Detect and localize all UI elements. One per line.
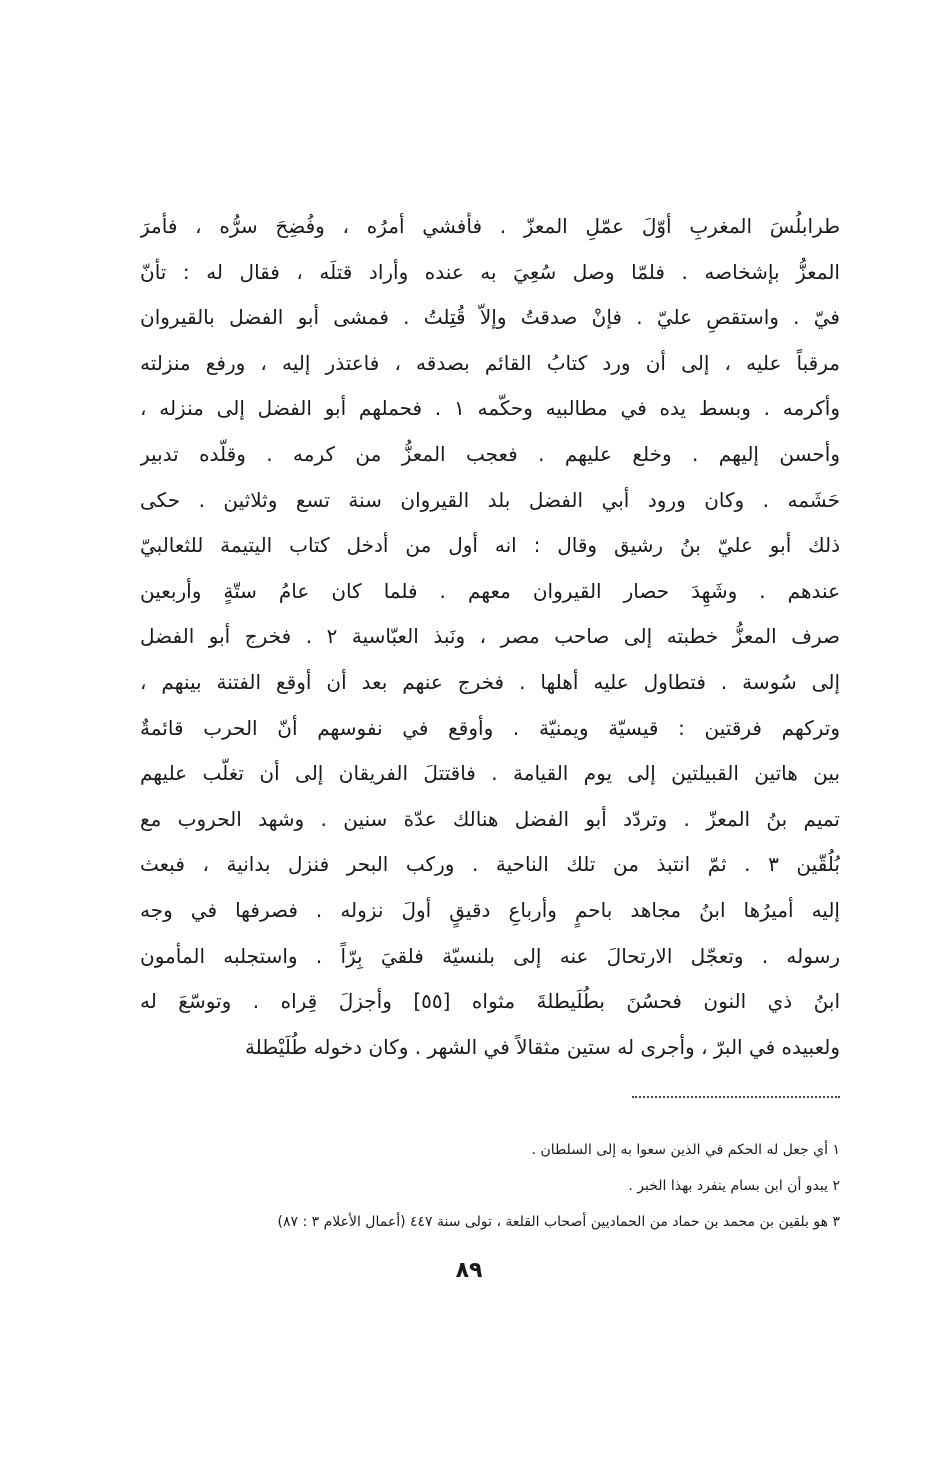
text-line: ابنُ ذي النون فحسُنَ بطُلَيطلةَ مثواه [٥٥] وأجزلَ قِراه . وتوسّعَ له — [140, 989, 840, 1014]
footnotes — [140, 1132, 840, 1240]
text-line: صرف المعزُّ خطبته إلى صاحب مصر ، ونَبذ العبّاسية ٢ . فخرج أبو الفضل — [140, 624, 840, 649]
text-line: وأحسن إليهم . وخلع عليهم . فعجب المعزُّ من كرمه . وقلّده تدبير — [140, 441, 840, 466]
text-line: رسوله . وتعجّل الارتحالَ عنه إلى بلنسيّة فلقيَ بِرّاً . واستجلبه المأمون — [140, 943, 840, 968]
text-line: حَشَمه . وكان ورود أبي الفضل بلد القيروان سنة تسع وثلاثين . حكى — [140, 487, 840, 512]
text-line: ذلك أبو عليّ بنُ رشيق وقال : انه أول من أدخل كتاب اليتيمة للثعالبيّ — [140, 533, 840, 558]
page-number: ٨٩ — [455, 1258, 483, 1283]
text-line: عندهم . وشَهِدَ حصار القيروان معهم . فلما كان عامُ ستّةٍ وأربعين — [140, 578, 840, 603]
footnote-2: ٢ يبدو أن ابن بسام ينفرد بهذا الخبر . — [628, 1178, 840, 1194]
text-line: طرابلُسَ المغربِ أوّلَ عمّلِ المعزّ . فأفشي أمرُه ، وفُضِحَ سرُّه ، فأمرَ — [140, 214, 840, 238]
text-line: إلى سُوسة . فتطاول عليه أهلها . فخرج عنهم بعد أن أوقع الفتنة بينهم ، — [140, 669, 840, 694]
text-line: المعزُّ بإشخاصه . فلمّا وصل سُعِيَ به عنده وأراد قتلَه ، فقال له : تأنّ — [140, 259, 840, 284]
footnote-1: ١ أي جعل له الحكم في الذين سعوا به إلى السلطان . — [531, 1142, 840, 1158]
main-text — [140, 204, 840, 1070]
text-line: فيّ . واستقصِ عليّ . فإنْ صدقتُ وإلاّ قُتِلتُ . فمشى أبو الفضل بالقيروان — [140, 305, 840, 330]
text-line: بُلُقّين ٣ . ثمّ انتبذ من تلك الناحية . وركب البحر فنزل بدانية ، فبعث — [140, 852, 840, 877]
text-line: مرقباً عليه ، إلى أن ورد كتابُ القائم بصدقه ، فاعتذر إليه ، ورفع منزلته — [140, 350, 840, 375]
text-line: بين هاتين القبيلتين إلى يوم القيامة . فاقتتلَ الفريقان إلى أن تغلّب عليهم — [140, 761, 840, 786]
text-line: ولعبيده في البرّ ، وأجرى له ستين مثقالاً في الشهر . وكان دخوله طُلَيْطلة — [244, 1034, 840, 1059]
text-line: وتركهم فرقتين : قيسيّة ويمنيّة . وأوقع في نفوسهم أنّ الحرب قائمةٌ — [140, 715, 840, 740]
text-line: وأكرمه . وبسط يده في مطالبيه وحكّمه ١ . فحملهم أبو الفضل إلى منزله ، — [140, 396, 840, 421]
text-line: إليه أميرُها ابنُ مجاهد باحمٍ وأرباعِ دقيقٍ أولَ نزوله . فصرفها في وجه — [140, 897, 840, 922]
footnote-3: ٣ هو بلقين بن محمد بن حماد من الحماديين أصحاب القلعة ، تولى سنة ٤٤٧ (أعمال الأعلام ٣ : ٨٧) — [277, 1214, 840, 1230]
text-line: تميم بنُ المعزّ . وتردّد أبو الفضل هنالك عدّة سنين . وشهد الحروب مع — [140, 806, 840, 831]
footnote-divider — [632, 1096, 840, 1098]
